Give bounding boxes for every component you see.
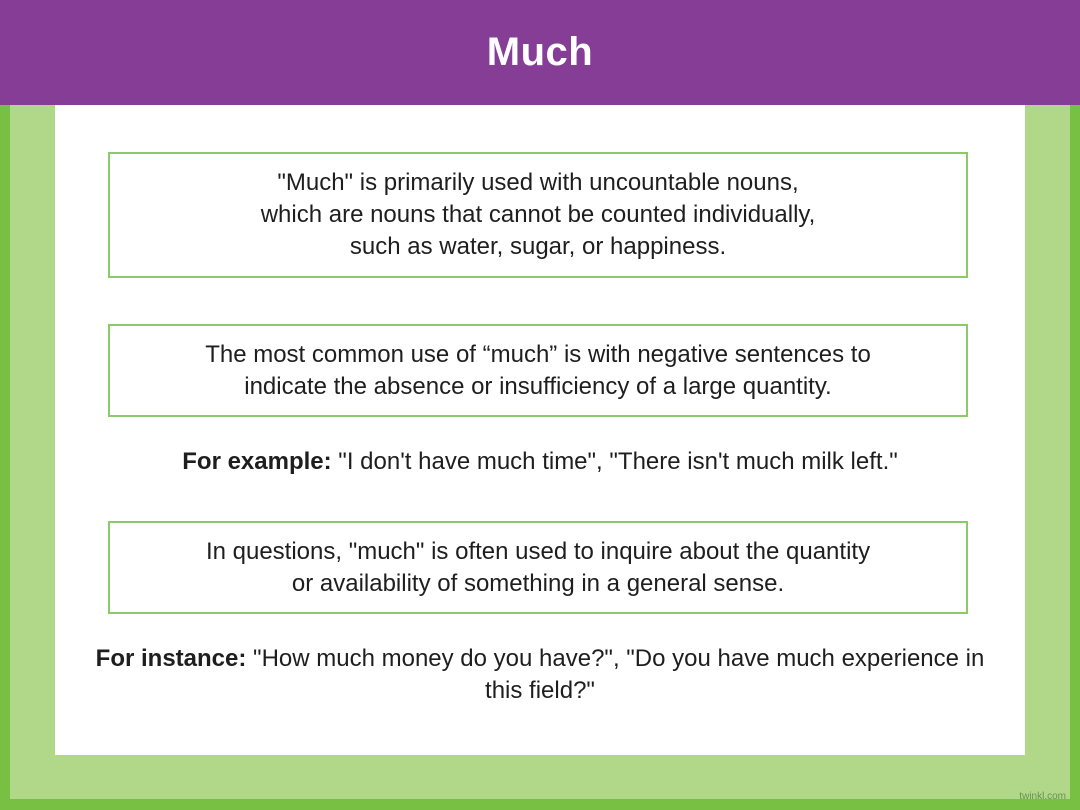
question-usage-line: or availability of something in a general sense. xyxy=(291,569,785,597)
negative-usage-line: The most common use of “much” is with negative sentences to xyxy=(205,340,871,368)
question-usage-text xyxy=(206,536,870,600)
definition-text xyxy=(261,167,816,263)
example-text: "I don't have much time", "There isn't much milk left." xyxy=(331,448,898,475)
definition-line: such as water, sugar, or happiness. xyxy=(349,233,727,260)
question-usage-line: In questions, "much" is often used to inquire about the quantity xyxy=(205,537,871,565)
question-usage-box xyxy=(108,521,968,614)
content-card xyxy=(55,105,1025,755)
title-bar xyxy=(0,0,1080,105)
negative-usage-box xyxy=(108,324,968,417)
definition-box xyxy=(108,152,968,278)
instance-sentence xyxy=(95,643,985,707)
instance-text: "How much money do you have?", "Do you have much experience in this field?" xyxy=(246,645,985,704)
page-title: Much xyxy=(486,30,594,74)
instance-lead: For instance: xyxy=(95,645,247,672)
example-lead: For example: xyxy=(182,448,332,475)
definition-line: "Much" is primarily used with uncountable nouns, xyxy=(277,169,799,196)
example-sentence xyxy=(95,446,985,478)
twinkl-watermark: twinkl.com xyxy=(1019,791,1066,802)
definition-line: which are nouns that cannot be counted individually, xyxy=(260,201,816,228)
negative-usage-text xyxy=(205,339,871,403)
negative-usage-line: indicate the absence or insufficiency of a large quantity. xyxy=(244,372,832,400)
